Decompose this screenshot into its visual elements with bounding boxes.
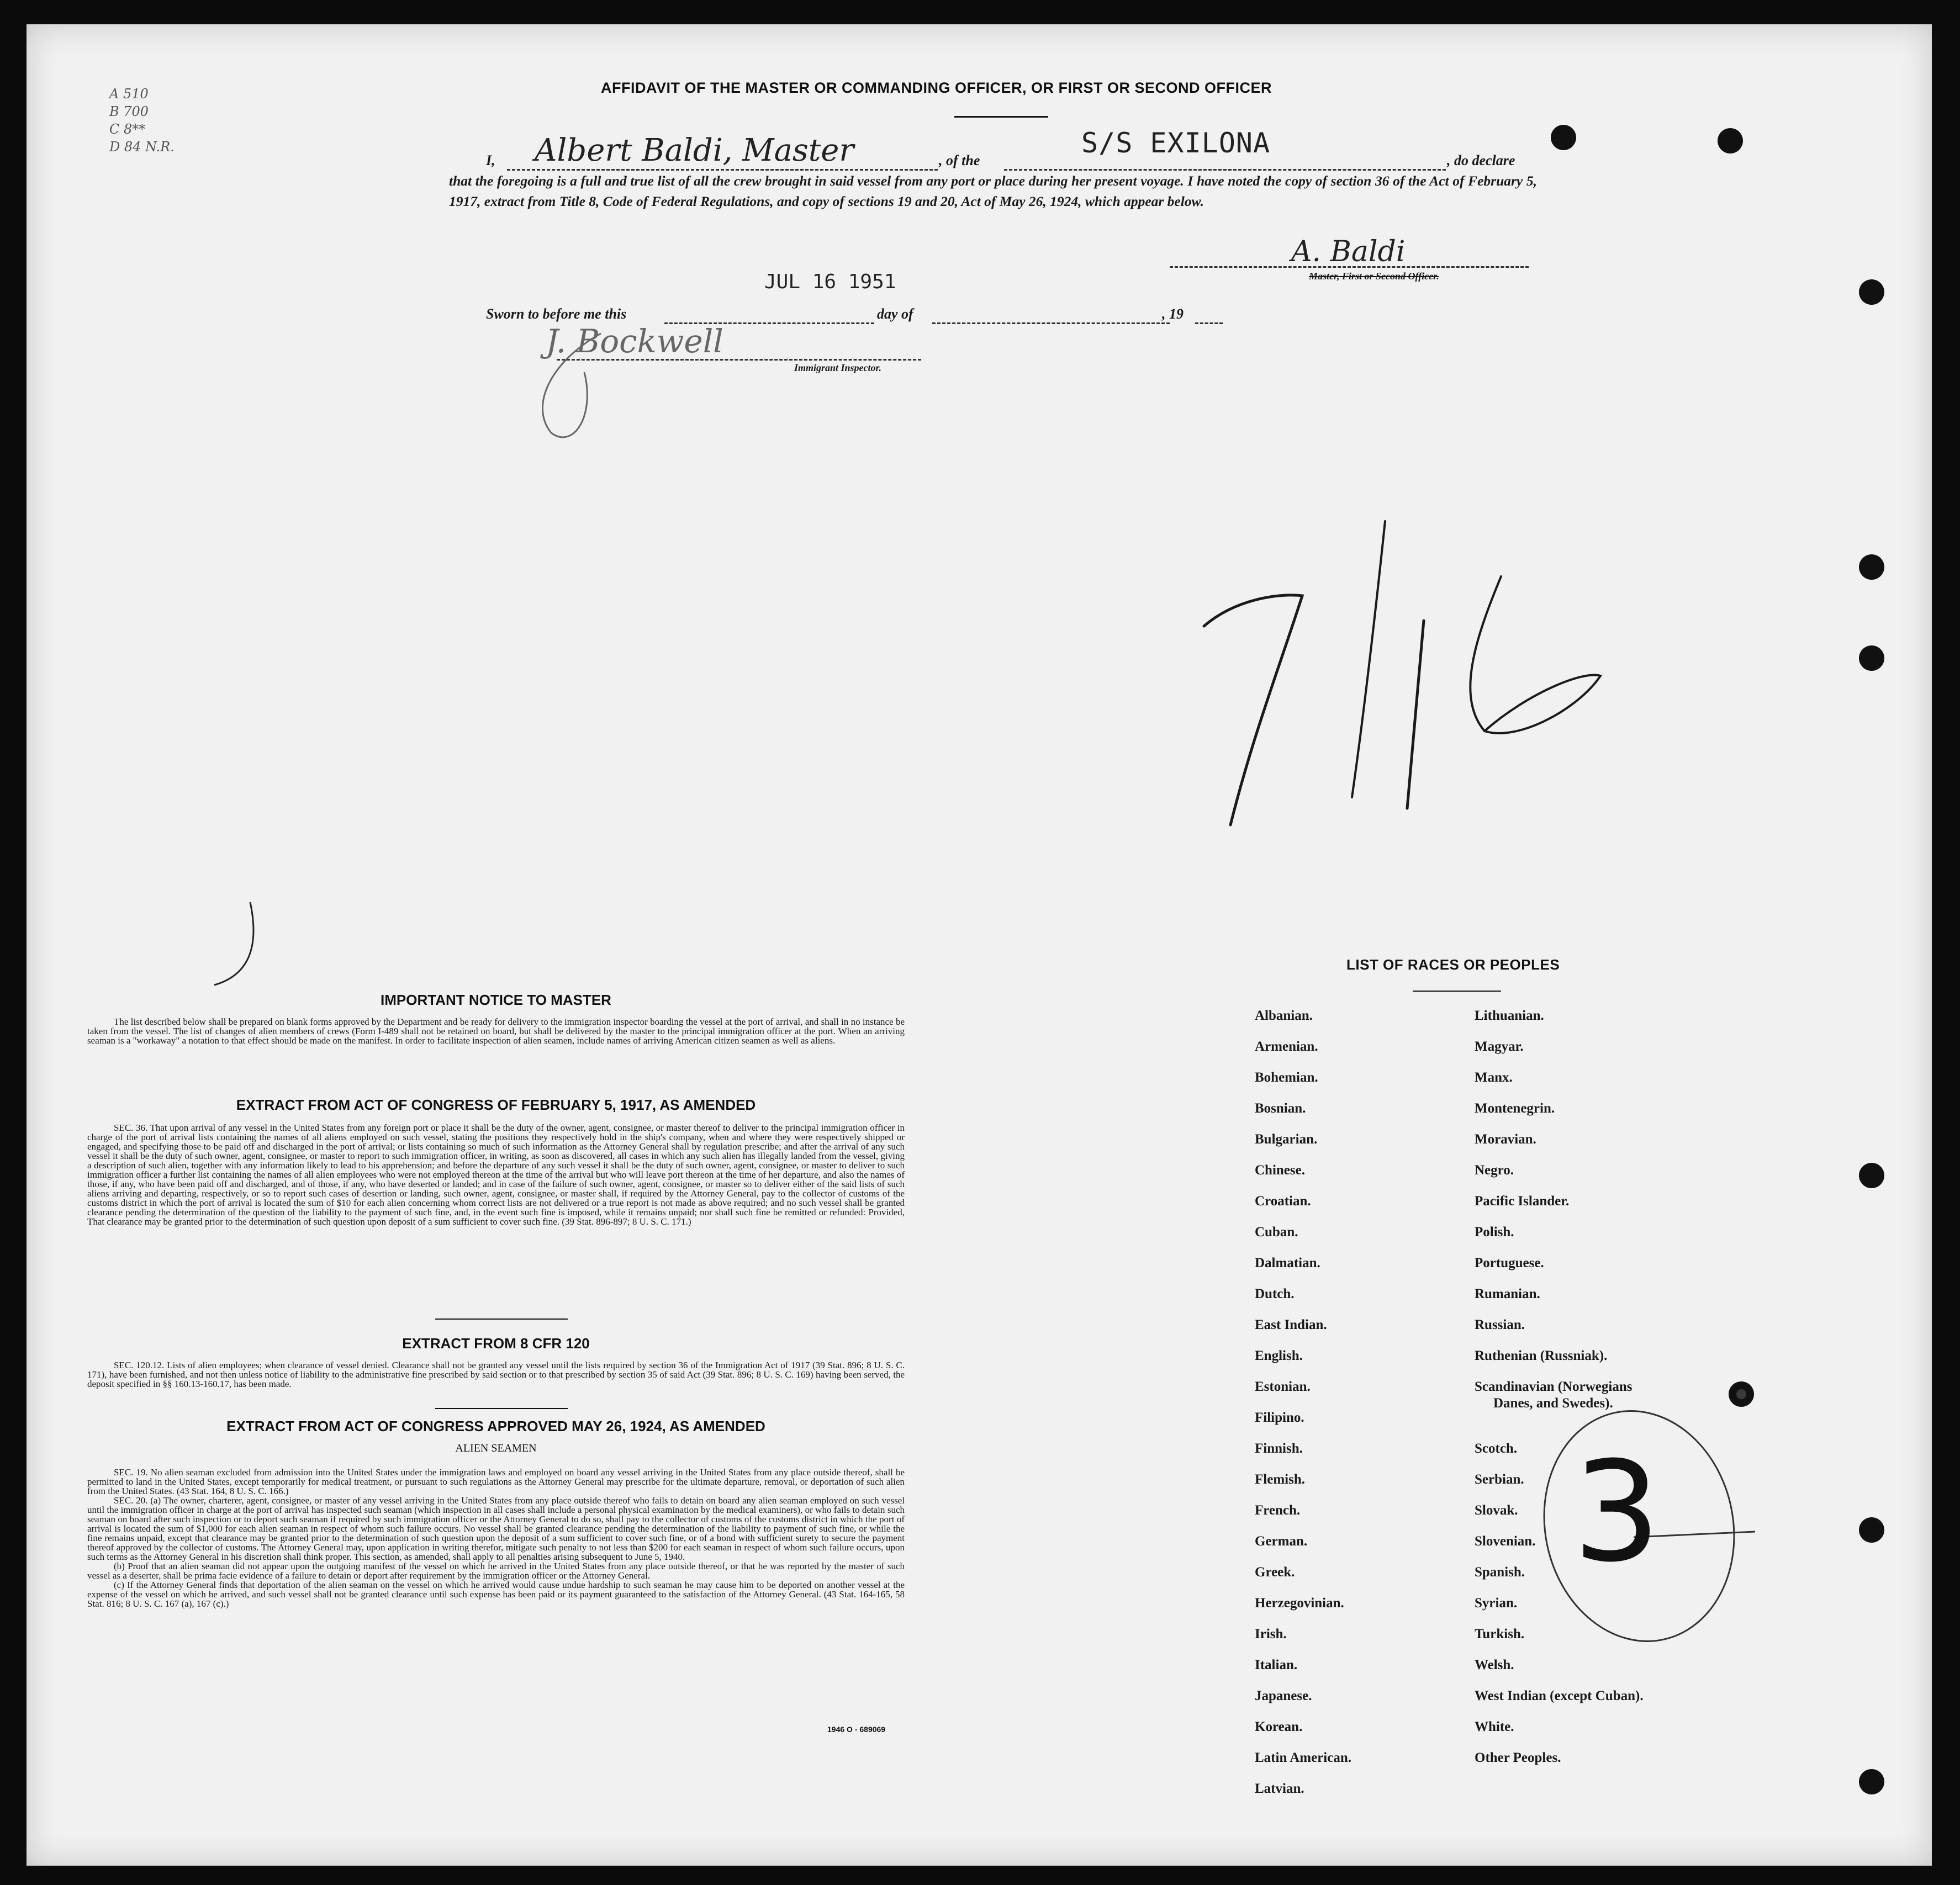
extract3-paragraph: SEC. 19. No alien seaman excluded from admission into the United States under the immigration laws and employed on board any vessel arriving in the United States from any place outside thereof, shall be permitted to land in the United States, except temporarily for medical treatment, or pursuant to such regulations as the Attorney General may prescribe for the ultimate departure, removal, or deportation of such alien from the United States. (43 Stat. 164, 8 U. S. C. 166.) <box>87 1467 905 1496</box>
race-item: West Indian (except Cuban). <box>1475 1688 1644 1703</box>
race-item: Cuban. <box>1255 1225 1298 1240</box>
race-item: White. <box>1475 1719 1514 1734</box>
extract2-title: EXTRACT FROM 8 CFR 120 <box>402 1335 590 1352</box>
section-divider <box>435 1408 568 1409</box>
race-item: Japanese. <box>1255 1688 1312 1703</box>
race-item: German. <box>1255 1534 1308 1549</box>
race-item: Russian. <box>1475 1317 1525 1332</box>
punch-hole <box>1859 1163 1884 1188</box>
punch-hole <box>1859 279 1884 305</box>
race-item: Slovenian. <box>1475 1534 1536 1549</box>
print-code: 1946 O - 689069 <box>827 1725 886 1734</box>
race-item: Slovak. <box>1475 1503 1518 1518</box>
extract3-paragraph: SEC. 20. (a) The owner, charterer, agent, consignee, or master of any vessel arriving in the United States from any place outside thereof who fails to detain on board any alien seaman employed on such vessel until the immigration officer in charge at the port of arrival has inspected such seaman (which inspection in all cases shall include a personal physical examination by the medical examiners), or who fails to detain such seaman on board after such inspection or to deport such seaman if required by such immigration officer or the Attorney General to do so, shall pay to the collector of customs of the customs district in which the port of arrival is located the sum of $1,000 for each alien seaman in respect of whom such failure occurs. No vessel shall be granted clearance pending the determination of the liability to payment of such fine, or while the fine remains unpaid, except that clearance may be granted prior to the determination of such question upon the deposit of a sum sufficient to cover such fine, or of a bond with sufficient surety to secure the payment thereof approved by the collector of customs. The Attorney General may, upon application in writing therefor, mitigate such penalty to not less than $200 for each seaman in respect of whom such failure occurs, upon such terms as the Attorney General in his discretion shall think proper. This section, as amended, shall apply to all penalties arising subsequent to June 5, 1940. <box>87 1495 905 1562</box>
inspector-signature-flourish <box>518 322 662 449</box>
master-signature: A. Baldi <box>1291 235 1406 268</box>
race-item: Moravian. <box>1475 1132 1536 1147</box>
extract3-subtitle: ALIEN SEAMEN <box>455 1442 537 1454</box>
race-item: Herzegovinian. <box>1255 1596 1344 1611</box>
signature-caption: Master, First or Second Officer. <box>1309 271 1439 282</box>
punch-hole <box>1551 125 1576 150</box>
extract3-paragraph: (b) Proof that an alien seaman did not appear upon the outgoing manifest of the vessel on which he arrived in the United States from any place outside thereof, or that he was reported by the master of such vessel as a deserter, shall be prima facie evidence of a failure to detain or deport after requirement by the immigration officer or the Attorney General. <box>87 1561 905 1581</box>
race-item: Latvian. <box>1255 1781 1304 1796</box>
race-item: French. <box>1255 1503 1301 1518</box>
circled-number: 3 <box>1573 1432 1661 1592</box>
race-item: Estonian. <box>1255 1379 1311 1394</box>
races-title: LIST OF RACES OR PEOPLES <box>1346 956 1560 973</box>
race-item: Greek. <box>1255 1565 1295 1580</box>
race-item: Magyar. <box>1475 1039 1524 1054</box>
punch-hole <box>1718 128 1743 153</box>
margin-note: D 84 N.R. <box>109 139 175 155</box>
margin-note: A 510 <box>109 86 149 102</box>
race-item: Other Peoples. <box>1475 1750 1561 1765</box>
extract3-paragraph: (c) If the Attorney General finds that deportation of the alien seaman on the vessel on which he arrived would cause undue hardship to such seaman he may cause him to be deported on another vessel at the expense of the vessel on which he arrived, and such vessel shall not be granted clearance until such expense has been paid or its payment guaranteed to the satisfaction of the Attorney General. (43 Stat. 164-165, 58 Stat. 816; 8 U. S. C. 167 (a), 167 (c).) <box>87 1580 905 1609</box>
handwritten-7-16 <box>1197 488 1617 864</box>
extract2-text <box>87 1360 905 1389</box>
race-item: Serbian. <box>1475 1472 1524 1487</box>
race-item: Lithuanian. <box>1475 1008 1544 1023</box>
race-item: Flemish. <box>1255 1472 1305 1487</box>
inspector-line <box>557 359 921 361</box>
margin-note: C 8** <box>109 121 146 137</box>
race-item: Filipino. <box>1255 1410 1304 1425</box>
race-item: Turkish. <box>1475 1627 1525 1642</box>
punch-hole <box>1859 1517 1884 1543</box>
extract1-text <box>87 1123 905 1226</box>
affidavit-title: AFFIDAVIT OF THE MASTER OR COMMANDING OFFICER, OR FIRST OR SECOND OFFICER <box>601 80 1272 96</box>
race-item: Dalmatian. <box>1255 1256 1320 1270</box>
of-the-label: , of the <box>939 152 980 168</box>
race-item: Italian. <box>1255 1658 1298 1672</box>
inspector-caption: Immigrant Inspector. <box>794 362 882 373</box>
extract3-text <box>87 1468 905 1608</box>
race-item: East Indian. <box>1255 1317 1327 1332</box>
day-of-label: day of <box>877 306 913 322</box>
margin-notes <box>109 85 175 156</box>
race-item: Armenian. <box>1255 1039 1318 1054</box>
punch-hole <box>1859 1769 1884 1794</box>
extract1-paragraph: SEC. 36. That upon arrival of any vessel in the United States from any foreign port or place it shall be the duty of the owner, agent, consignee, or master thereof to deliver to the principal immigration officer in charge of the port of arrival lists containing the names of all aliens employed on such vessel, stating the positions they respectively hold in the ship's company, when and where they were respectively shipped or engaged, and specifying those to be paid off and discharged in the port of arrival; or lists containing so much of such information as the Attorney General shall by regulation prescribe; and after the arrival of any such vessel it shall be the duty of such owner, agent, consignee, or master to report to such immigration officer, in writing, as soon as discovered, all cases in which any such alien has illegally landed from the vessel, giving a description of such alien, together with any information likely to lead to his apprehension; and before the departure of any such vessel it shall be the duty of such owner, agent, consignee, or master to deliver to such immigration officer a further list containing the names of all alien employees who were not employed thereon at the time of the arrival but who will leave port thereon at the time of her departure, and also the names of those, if any, who have been paid off and discharged, and of those, if any, who have deserted or landed; and in case of the failure of such owner, agent, consignee, or master so to deliver either of the said lists of such aliens arriving and departing, respectively, or so to report such cases of desertion or landing, such owner, agent, consignee, or master shall, if required by the Attorney General, pay to the collector of customs of the customs district in which the port of arrival is located the sum of $10 for each alien concerning whom correct lists are not delivered or a true report is not made as above required; and no such vessel shall be granted clearance pending the determination of the question of the liability to the payment of such fine, and, in the event such fine is imposed, while it remains unpaid; nor shall such fine be remitted or refunded: Provided, That clearance may be granted prior to the determination of such question upon deposit of a sum sufficient to cover such fine. (39 Stat. 896-897; 8 U. S. C. 171.) <box>87 1122 905 1227</box>
race-item: Syrian. <box>1475 1596 1518 1611</box>
extract2-paragraph: SEC. 120.12. Lists of alien employees; when clearance of vessel denied. Clearance shall not be granted any vessel until the lists required by section 36 of the Immigration Act of 1917 (39 Stat. 896; 8 U. S. C. 171), have been furnished, and not then unless notice of liability to the administrative fine prescribed by said section or to that prescribed by section 35 of said Act (39 Stat. 896; 8 U. S. C. 169) having been served, the deposit specified in §§ 160.13-160.17, has been made. <box>87 1360 905 1389</box>
punch-hole <box>1859 645 1884 671</box>
race-item: Negro. <box>1475 1163 1514 1178</box>
year-prefix: , 19 <box>1162 306 1184 322</box>
vessel-name: S/S EXILONA <box>1081 127 1271 159</box>
race-item: Pacific Islander. <box>1475 1194 1570 1209</box>
race-item: Montenegrin. <box>1475 1101 1555 1116</box>
pencil-mark <box>198 897 264 996</box>
race-item: Danes, and Swedes). <box>1493 1396 1613 1411</box>
race-item: Scotch. <box>1475 1441 1518 1456</box>
races-title-divider <box>1413 991 1501 992</box>
race-item: Manx. <box>1475 1070 1513 1085</box>
sworn-month-line <box>932 322 1170 324</box>
race-item: Korean. <box>1255 1719 1303 1734</box>
race-item: Welsh. <box>1475 1658 1514 1672</box>
notice-title: IMPORTANT NOTICE TO MASTER <box>381 992 611 1008</box>
punch-hole <box>1859 554 1884 580</box>
notice-text <box>87 1017 905 1045</box>
date-stamp: JUL 16 1951 <box>764 271 896 293</box>
sworn-year-line <box>1195 322 1223 324</box>
race-item: Latin American. <box>1255 1750 1351 1765</box>
notice-paragraph: The list described below shall be prepared on blank forms approved by the Department and be ready for delivery to the immigration inspector boarding the vessel at the port of arrival, and shall in no instance be taken from the vessel. The list of changes of alien members of crews (Form I-489 shall not be retained on board, but shall be delivered by the master to the principal immigration officer at the port. When an arriving seaman is a "workaway" a notation to that effect should be made on the manifest. In order to facilitate inspection of alien seamen, include names of arriving American citizen seamen as well as aliens. <box>87 1016 905 1046</box>
pronoun-i: I, <box>486 152 495 168</box>
master-name: Albert Baldi, Master <box>535 133 854 168</box>
race-item: Albanian. <box>1255 1008 1313 1023</box>
race-item: Rumanian. <box>1475 1286 1540 1301</box>
race-item: Bosnian. <box>1255 1101 1306 1116</box>
race-item: Chinese. <box>1255 1163 1305 1178</box>
signature-line <box>1170 266 1529 268</box>
margin-note: B 700 <box>109 104 149 119</box>
affidavit-body: that the foregoing is a full and true list of all the crew brought in said vessel from any port or place during her present voyage. I have noted the copy of section 36 of the Act of February 5, 1917, extract from Title 8, Code of Federal Regulations, and copy of sections 19 and 20, Act of May 26, 1924, which appear below. <box>449 173 1537 209</box>
section-divider <box>435 1319 568 1320</box>
race-item: Portuguese. <box>1475 1256 1544 1270</box>
extract1-title: EXTRACT FROM ACT OF CONGRESS OF FEBRUARY 5, 1917, AS AMENDED <box>236 1097 756 1113</box>
race-item: Scandinavian (Norwegians <box>1475 1379 1633 1394</box>
race-item: Irish. <box>1255 1627 1287 1642</box>
race-item: English. <box>1255 1348 1303 1363</box>
race-item: Polish. <box>1475 1225 1514 1240</box>
race-item: Bulgarian. <box>1255 1132 1318 1147</box>
race-item: Dutch. <box>1255 1286 1295 1301</box>
race-item: Croatian. <box>1255 1194 1311 1209</box>
document-page <box>27 24 1932 1866</box>
title-divider <box>954 116 1048 118</box>
race-item: Ruthenian (Russniak). <box>1475 1348 1608 1363</box>
race-item: Finnish. <box>1255 1441 1303 1456</box>
race-item: Bohemian. <box>1255 1070 1318 1085</box>
do-declare-label: , do declare <box>1447 152 1515 168</box>
extract3-title: EXTRACT FROM ACT OF CONGRESS APPROVED MAY 26, 1924, AS AMENDED <box>226 1418 765 1434</box>
race-item: Spanish. <box>1475 1565 1525 1580</box>
sworn-text: Sworn to before me this <box>486 306 627 322</box>
inspector-signature: J. Bockwell <box>546 322 723 360</box>
